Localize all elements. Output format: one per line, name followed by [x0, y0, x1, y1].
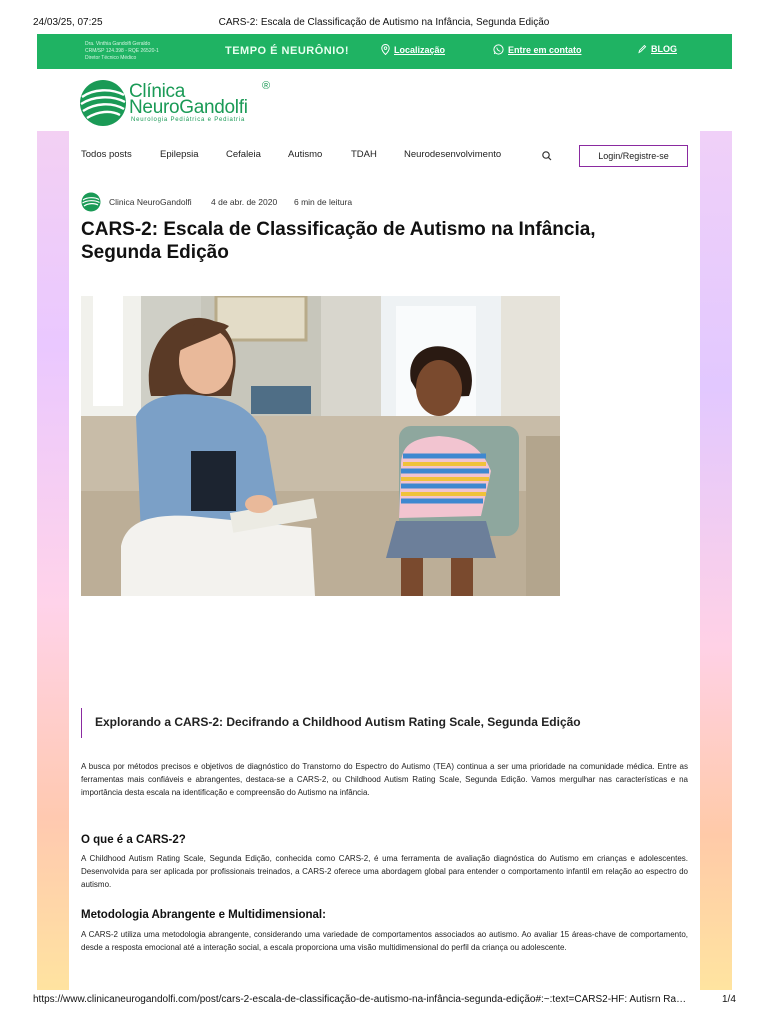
section-heading-what-is: O que é a CARS-2?: [81, 834, 186, 846]
clinic-logo[interactable]: [79, 79, 279, 129]
author-avatar[interactable]: [81, 192, 101, 212]
nav-item-cefaleia[interactable]: Cefaleia: [226, 149, 261, 160]
print-url: https://www.clinicaneurogandolfi.com/post/cars-2-escala-de-classificação-de-autismo-na-infância-segunda-edição#:~:text=CARS2-HF: Autisrn Ra…: [33, 994, 687, 1005]
location-link[interactable]: [381, 44, 445, 55]
page-background-left: [37, 130, 69, 990]
blog-label: BLOG: [651, 44, 677, 54]
site-header: [37, 69, 732, 131]
print-datetime: 24/03/25, 07:25: [33, 17, 103, 28]
logo-tagline: Neurologia Pediátrica e Pediatria: [131, 117, 246, 123]
doctor-crm: CRM/SP 124.398 - RQE 26520-1: [85, 48, 159, 54]
search-icon[interactable]: [541, 150, 553, 162]
print-footer: [0, 994, 768, 1008]
page-background-right: [700, 130, 732, 990]
slogan: TEMPO É NEURÔNIO!: [225, 45, 350, 57]
doctor-role: Diretor Técnico Médico: [85, 55, 137, 61]
intro-callout: [81, 708, 681, 738]
logo-text-neurogandolfi: NeuroGandolfi: [129, 97, 248, 118]
contact-label: Entre em contato: [508, 44, 582, 55]
section-heading-methodology: Metodologia Abrangente e Multidimensional:: [81, 909, 326, 921]
author-name[interactable]: Clinica NeuroGandolfi: [109, 197, 192, 207]
what-is-paragraph: A Childhood Autism Rating Scale, Segunda Edição, conhecida como CARS-2, é uma ferramenta de avaliação diagnóstica do Autismo em crianças e adolescentes. Desenvolvida para ser aplicada por profissionais treinados, a CARS-2 oferece uma abordagem global para entender o comportamento infantil em relação ao espectro do autismo.: [81, 854, 688, 889]
nav-item-tdah[interactable]: TDAH: [351, 149, 377, 160]
registered-mark: ®: [262, 80, 271, 92]
print-page-number: 1/4: [722, 994, 736, 1005]
methodology-paragraph: A CARS-2 utiliza uma metodologia abrangente, considerando uma variedade de comportamentos associados ao autismo. Ao avaliar 15 áreas-chave de comportamento, desde a resposta emocional até a interação social, a escala proporciona uma visão multidimensional do perfil da criança ou adolescente.: [81, 930, 688, 952]
whatsapp-icon: [493, 44, 504, 55]
nav-item-todos-posts[interactable]: Todos posts: [81, 149, 132, 160]
read-time: 6 min de leitura: [294, 197, 353, 207]
blog-link[interactable]: [637, 44, 677, 54]
login-register-button[interactable]: Login/Registre-se: [579, 145, 688, 167]
doctor-info: [85, 41, 205, 62]
logo-text-clinica: Clínica: [129, 81, 185, 102]
post-date: 4 de abr. de 2020: [211, 197, 278, 207]
post-title: CARS-2: Escala de Classificação de Autismo na Infância, Segunda Edição: [81, 219, 596, 263]
nav-item-neurodesenvolvimento[interactable]: Neurodesenvolvimento: [404, 149, 502, 160]
top-bar: [37, 34, 732, 69]
callout-heading: Explorando a CARS-2: Decifrando a Childhood Autism Rating Scale, Segunda Edição: [95, 715, 581, 729]
print-header: [0, 0, 768, 34]
location-label: Localização: [394, 44, 446, 55]
pencil-icon: [637, 44, 647, 54]
print-doc-title: CARS-2: Escala de Classificação de Autismo na Infância, Segunda Edição: [218, 17, 550, 28]
logo-mark-icon: [79, 79, 127, 127]
contact-link[interactable]: [493, 44, 582, 55]
nav-item-autismo[interactable]: Autismo: [288, 149, 323, 160]
intro-paragraph: A busca por métodos precisos e objetivos de diagnóstico do Transtorno do Espectro do Autismo (TEA) continua a ser uma prioridade na comunidade médica. Entre as ferramentas mais confiáveis e abrangentes, destaca-se a CARS-2, ou Childhood Autism Rating Scale, Segunda Edição. Vamos mergulhar nas características e na importância desta escala na identificação e compreensão do Autismo na infância.: [81, 762, 688, 797]
doctor-name: Dra. Vinthia Gandolfi Geraldo: [85, 41, 151, 47]
nav-item-epilepsia[interactable]: Epilepsia: [160, 149, 199, 160]
location-pin-icon: [381, 44, 390, 55]
hero-photo: [81, 296, 560, 596]
